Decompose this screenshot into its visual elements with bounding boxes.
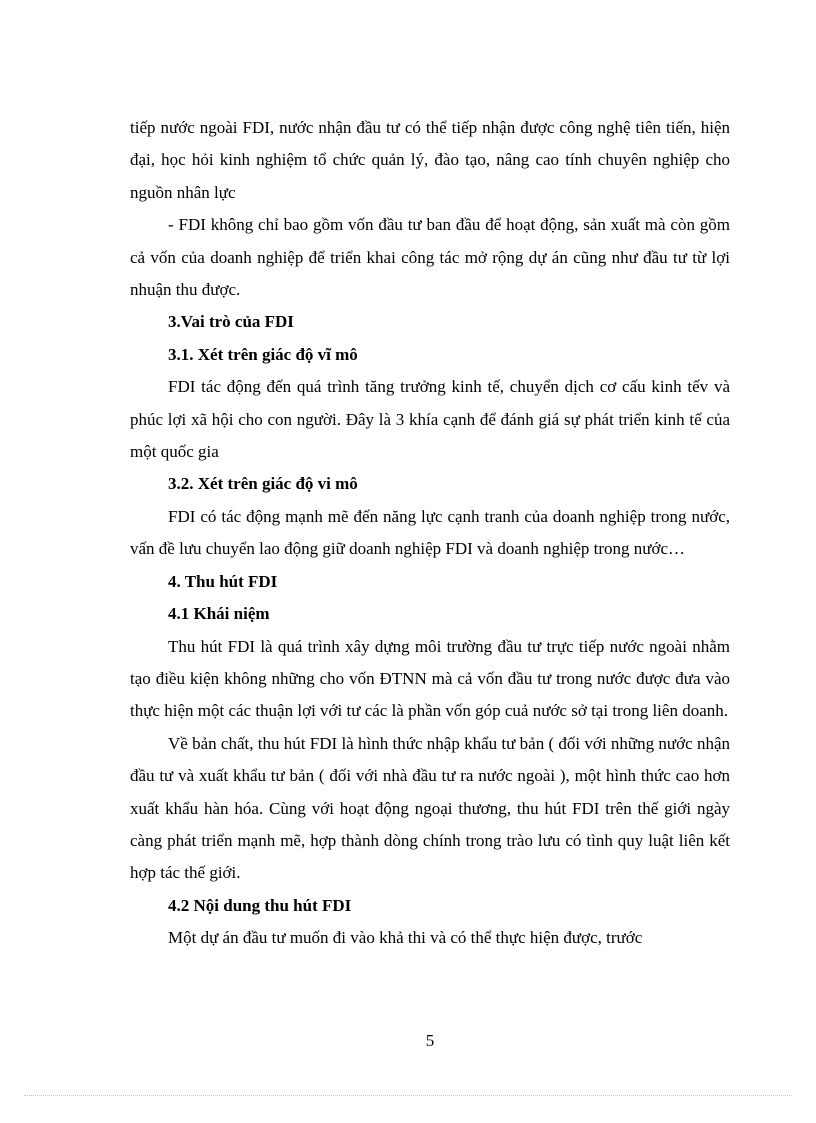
page-bottom-divider [24,1095,792,1096]
paragraph-nature: Về bản chất, thu hút FDI là hình thức nhập khẩu tư bản ( đối với những nước nhận đầu tư và xuất khẩu tư bản ( đối với nhà đầu tư ra nước ngoài ), một hình thức cao hơn xuất khẩu hàn hóa. Cùng với hoạt động ngoại thương, thu hút FDI trên thế giới ngày càng phát triển mạnh mẽ, hợp thành dòng chính trong trào lưu có tình quy luật liên kết hợp tác thế giới. [130,733,730,883]
heading-section-3-2: 3.2. Xét trên giác độ vi mô [168,474,358,494]
heading-section-3-1: 3.1. Xét trên giác độ vĩ mô [168,344,358,364]
heading-section-4-1: 4.1 Khái niệm [168,604,270,624]
paragraph-fdi-capital: - FDI không chỉ bao gồm vốn đầu tư ban đầu để hoạt động, sản xuất mà còn gồm cả vốn của doanh nghiệp để triển khai công tác mở rộng dự án cũng như đầu tư từ lợi nhuận thu được. [130,215,730,300]
paragraph-intro: tiếp nước ngoài FDI, nước nhận đầu tư có thể tiếp nhận được công nghệ tiên tiến, hiện đại, học hỏi kinh nghiệm tổ chức quản lý, đào tạo, nâng cao tính chuyên nghiệp cho nguồn nhân lực [130,118,730,202]
document-body [130,112,730,955]
heading-section-4: 4. Thu hút FDI [168,571,278,591]
paragraph-content-start: Một dự án đầu tư muốn đi vào khả thi và có thể thực hiện được, trước [168,928,643,948]
paragraph-micro: FDI có tác động mạnh mẽ đến năng lực cạnh tranh của doanh nghiệp trong nước, vấn đề lưu chuyển lao động giữ doanh nghiệp FDI và doanh nghiệp trong nước… [130,506,730,559]
paragraph-concept: Thu hút FDI là quá trình xây dựng môi trường đầu tư trực tiếp nước ngoài nhằm tạo điều kiện không những cho vốn ĐTNN mà cả vốn đầu tư trong nước được đưa vào thực hiện một các thuận lợi với tư các là phần vốn góp cuả nước sở tại trong liên doanh. [130,636,730,721]
page-number: 5 [425,1031,435,1050]
heading-section-3: 3.Vai trò của FDI [168,312,294,332]
heading-section-4-2: 4.2 Nội dung thu hút FDI [168,895,352,915]
paragraph-macro: FDI tác động đến quá trình tăng trưởng kinh tế, chuyển dịch cơ cấu kinh tếv và phúc lợi xã hội cho con người. Đây là 3 khía cạnh để đánh giá sự phát triển kinh tế của một quốc gia [130,377,730,462]
